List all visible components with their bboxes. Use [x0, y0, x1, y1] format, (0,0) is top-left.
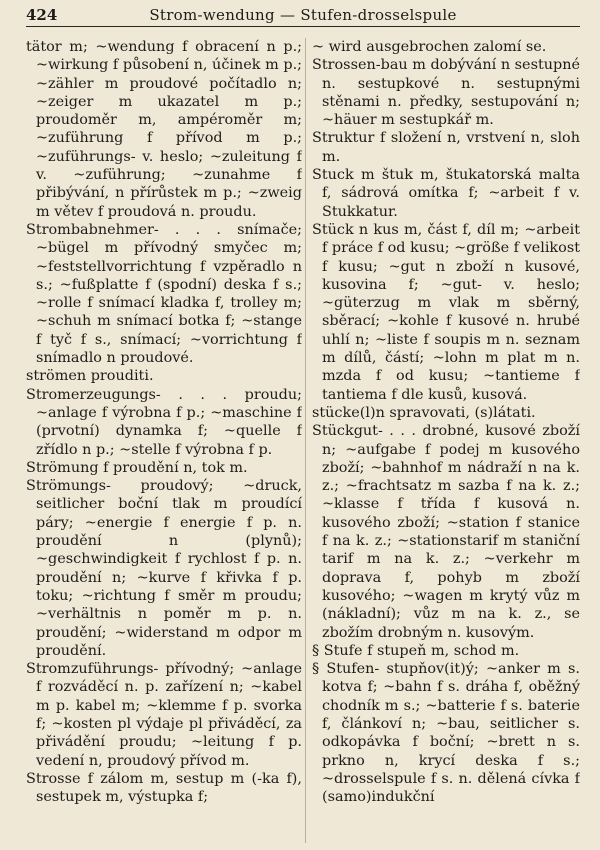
- right-column: [312, 38, 580, 843]
- header-rule: [26, 26, 580, 27]
- entry-strosse: Strosse f zálom m, sestup m (-ka f), sestupek m, výstupka f;: [26, 770, 302, 806]
- entry-stuck-kus: Stück n kus m, část f, díl m; ~arbeit f práce f od kusu; ~größe f velikost f kusu; ~gut n zboží n kusové, kusovina f; ~gut- v. heslo; ~güterzug m vlak m sběrný, sběrací; ~kohle f kusové n. hrubé uhlí n; ~liste f soupis m n. seznam m dílů, částí; ~lohn m plat m n. mzda f od kusu; ~tantieme f tantiema f dle kusů, kusová.: [312, 221, 580, 403]
- entry-stromabnehmer: Strombabnehmer- . . . snímače; ~bügel m přívodný smyčec m; ~feststellvorrichtung f vzpěradlo n s.; ~fußplatte f (spodní) deska f s.; ~rolle f snímací kladka f, trolley m; ~schuh m snímací botka f; ~stange f tyč f s., snímací; ~vorrichtung f snímadlo n proudové.: [26, 221, 302, 367]
- entry-stromungs: Strömungs- proudový; ~druck, seitlicher boční tlak m proudící páry; ~energie f energie f p. n. proudění n (plynů); ~geschwindigkeit f rychlost f p. n. proudění n; ~kurve f křivka f p. toku; ~richtung f směr m proudu; ~verhältnis n poměr m p. n. proudění; ~widerstand m odpor m proudění.: [26, 478, 302, 659]
- page-number: 424: [26, 6, 58, 24]
- entry-stuck: Stuck m štuk m, štukatorská malta f, sádrová omítka f; ~arbeit f v. Stukkatur.: [312, 167, 580, 220]
- entry-stromwendung: tätor m; ~wendung f obracení n p.; ~wirkung f působení n, účinek m p.; ~zähler m proudové počítadlo n; ~zeiger m ukazatel m p.; proudoměr m, ampéroměr m; ~zuführung f přívod m p.; ~zuführungs- v. heslo; ~zuleitung f v. ~zuführung; ~zunahme f přibývání, n přírůstek m p.; ~zweig m větev f proudová n. proudu.: [26, 39, 302, 220]
- entry-stromung: Strömung f proudění n, tok m.: [26, 459, 248, 476]
- left-column: [26, 38, 302, 843]
- entry-stuckeln: stücke(l)n spravovati, (s)látati.: [312, 404, 536, 421]
- entry-stuckgut: Stückgut- . . . drobné, kusové zboží n; ~aufgabe f podej m kusového zboží; ~bahnhof m nádraží n na k. z.; ~frachtsatz m sazba f na k. z.; ~klasse f třída f kusová n. kusového zboží; ~station f stanice f na k. z.; ~stationstarif m staniční tarif m na k. z.; ~verkehr m doprava f, pohyb m zboží kusového; ~wagen m krytý vůz m (nákladní); vůz m na k. z., se zbožím drobným n. kusovým.: [312, 423, 580, 641]
- running-title: Strom-wendung — Stufen-drosselspule: [149, 6, 457, 24]
- column-divider: [305, 38, 306, 843]
- entry-stufen: § Stufen- stupňov(it)ý; ~anker m s. kotva f; ~bahn f s. dráha f, oběžný chodník m s.; ~batterie f s. baterie f, článkoví n; ~bau, seitlicher s. odkopávka f boční; ~brett n s. prkno n, krycí deska f s.; ~drosselspule f s. n. dělená cívka f (samo)indukční: [312, 661, 580, 806]
- entry-strossenbau: Strossen-bau m dobývání n sestupné n. sestupkové n. sestupnými stěnami n. předky, sestupování n; ~häuer m sestupkář m.: [312, 57, 580, 129]
- page-header: [26, 4, 580, 26]
- entry-strosse-continued: ~ wird ausgebrochen zalomí se.: [312, 39, 547, 55]
- entry-struktur: Struktur f složení n, vrstvení n, sloh m.: [312, 130, 580, 165]
- entry-stromerzeugungs: Stromerzeugungs- . . . proudu; ~anlage f výrobna f p.; ~maschine f (prvotní) dynamka f; ~quelle f zřídlo n p.; ~stelle f výrobna f p.: [26, 386, 302, 458]
- entry-stromen: strömen prouditi.: [26, 368, 154, 385]
- entry-stufe: § Stufe f stupeň m, schod m.: [312, 642, 520, 659]
- entry-stromzufuhrungs: Stromzuführungs- přívodný; ~anlage f rozváděcí n. p. zařízení n; ~kabel m p. kabel m; ~klemme f p. svorka f; ~kosten pl výdaje pl přiváděcí, za přivádění proudu; ~leitung f p. vedení n, proudový přívod m.: [26, 661, 302, 769]
